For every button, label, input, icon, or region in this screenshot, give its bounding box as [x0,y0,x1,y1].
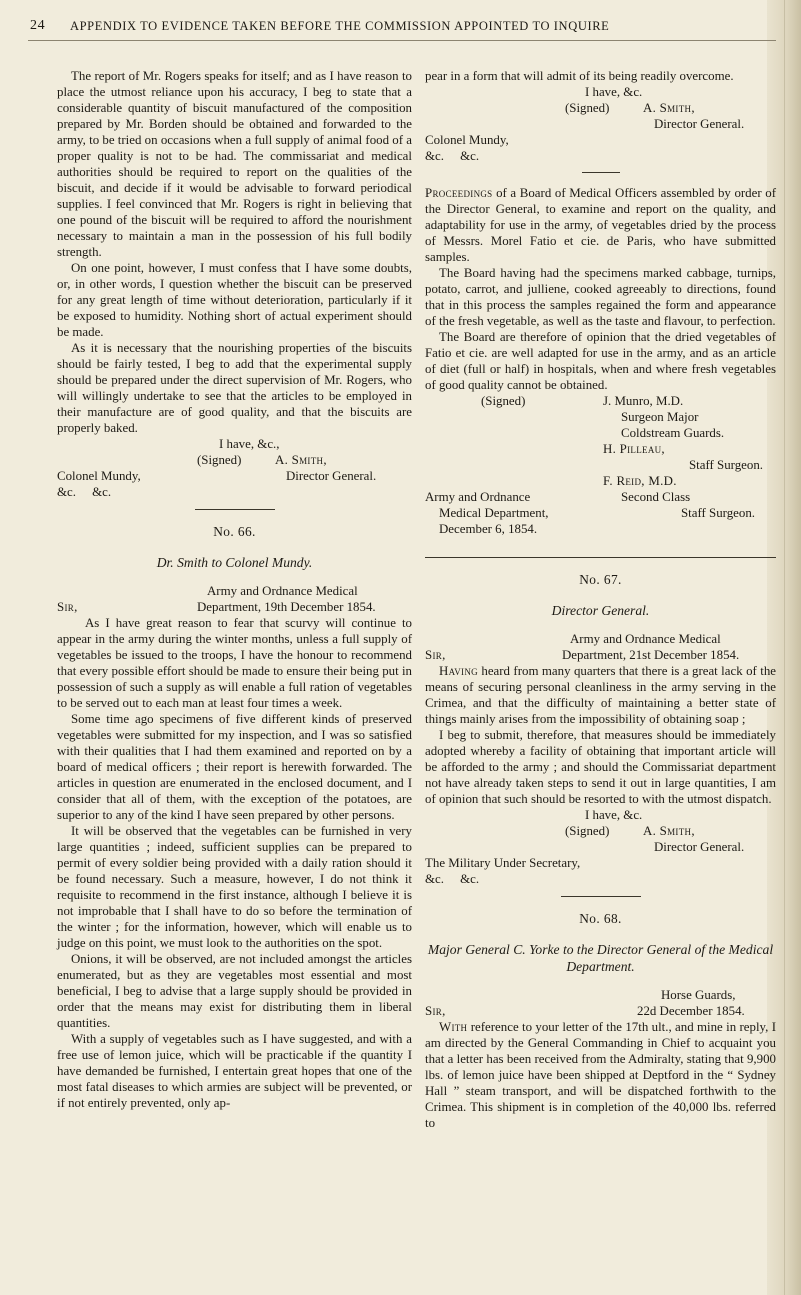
gutter-line [784,0,785,1295]
signature-line [425,489,776,505]
dateline [57,599,412,615]
signatory-title: Surgeon Major [621,410,699,424]
dateline [425,647,776,663]
signatory-name: A. Smith, [643,101,695,115]
signature-line [425,521,776,537]
section-rule [195,509,275,510]
paragraph: Some time ago specimens of five different kinds of preserved vegetables were submitted for my inspection, and I was so satisfied with their qualities that I had them examined and reported on by a board of medical officers ; their report is herewith forwarded. The articles in question are enumerated in the enclosed document, and I consider that all of them, with the exception of the potatoes, are superior to any of the kind I have seen prepared by other persons. [57,712,412,822]
organisation: Medical Department, [439,506,549,520]
document-number: No. 68. [579,911,622,926]
paragraph: The report of Mr. Rogers speaks for itself; and as I have reason to place the utmost reliance upon his accuracy, I beg to state that a considerable quantity of biscuit manufactured of the composition prepared by Mr. Borden should be obtained and forwarded to the army, to be tried on occasions when a full supply of animal food of a proper quality is not to be had. The commissariat and medical authorities should be required to report on the qualities of the biscuit, and decide if it would be advisable to forward periodical supplies. I feel convinced that Mr. Rogers is right in believing that one pound of the biscuit will be required to afford the nourishment necessary to maintain a man in the possession of his full bodily strength. [57,69,412,259]
signed-label: (Signed) [481,394,526,408]
etc: &c. &c. [57,485,112,499]
etc: &c. &c. [425,149,480,163]
dateline [425,1003,776,1019]
dateline [425,631,776,647]
lead-word: Proceedings [425,186,493,200]
signature-line [425,132,776,148]
dept-date: Department, 19th December 1854. [197,600,376,614]
signature-line [57,452,412,468]
closing: I have, &c., [219,437,280,451]
signatory-name: F. Reid, M.D. [603,474,677,488]
dept-line: Horse Guards, [661,988,736,1002]
signature-line [425,855,776,871]
signatory-title: Staff Surgeon. [681,506,756,520]
signature-line [425,473,776,489]
paragraph: Onions, it will be observed, are not included amongst the articles enumerated, but as they are vegetables most essential and most beneficial, I beg to advise that a large supply should be provided in order that the means may exist for distributing them in liberal quantities. [57,952,412,1030]
signatory-name: A. Smith, [643,824,695,838]
section-rule [425,557,776,558]
paragraph-text: reference to your letter of the 17th ult., and mine in reply, I am directed by the General Commanding in Chief to acquaint you that a letter has been received from the Admiralty, stating that 9,900 lbs. of lemon juice have been shipped at Deptford in the “ Sydney Hall ” steam transport, and will be dispatched forthwith to the Crimea. This shipment is in completion of the 40,000 lbs. referred to [425,1020,776,1130]
dateline [425,987,776,1003]
signature-line [425,425,776,441]
signature-line [425,409,776,425]
dateline [57,583,412,599]
paragraph [425,185,776,265]
section-rule [561,896,641,897]
paragraph: As I have great reason to fear that scurvy will continue to appear in the army during the winter months, unless a full supply of vegetables be issued to the troops, I have the honour to recommend that every possible effort should be made to ensure their being put in possession of such a supply as will enable a full ration of vegetables to be served out to each man at least four times a week. [57,616,412,710]
document-title: Major General C. Yorke to the Director General of the Medical Department. [427,942,774,974]
header-rule [28,40,776,41]
closing: I have, &c. [585,85,643,99]
paragraph: The Board are therefore of opinion that the dried vegetables of Fatio et cie. are well adapted for use in the army, and as an article of diet (full or half) in hospitals, when and where fresh vegetables of good quality cannot be obtained. [425,330,776,392]
signed-label: (Signed) [197,453,242,467]
signature-line [425,116,776,132]
signed-label: (Signed) [565,101,610,115]
addressee: The Military Under Secretary, [425,856,581,870]
signatory-title: Director General. [654,840,745,854]
dept-date: 22d December 1854. [637,1004,745,1018]
signature-line [57,468,412,484]
closing: I have, &c. [585,808,643,822]
salutation: Sir, [425,1004,446,1018]
paragraph: I beg to submit, therefore, that measures should be immediately adopted whereby a facility of obtaining that important article will be afforded to the army ; and should the Commissariat department not have already taken steps to send it out in large quantities, I am of opinion that such should be resorted to with the utmost dispatch. [425,728,776,806]
organisation: Army and Ordnance [425,490,531,504]
document-number: No. 66. [213,524,256,539]
paragraph: It will be observed that the vegetables can be furnished in very large quantities ; indeed, sufficient supplies can be prepared to permit of every soldier being provided with a daily ration should it be found necessary. Such a measure, however, I do not think it requisite to recommend in the first instance, although I believe it is not improbable that I shall have to do so before the termination of the winter ; for the information, however, which will enable us to judge on this point, we must look to the authorities on the spot. [57,824,412,950]
signature-line [425,457,776,473]
lead-word: With [439,1020,468,1034]
signature-line [425,807,776,823]
signatory-title: Staff Surgeon. [689,458,764,472]
signature-line [57,484,412,500]
signatory-name: J. Munro, M.D. [603,394,684,408]
paragraph-text: heard from many quarters that there is a great lack of the means of securing personal cleanliness in the army serving in the Crimea, and that the difficulty of maintaining a better state of things mainly arises from the impossibility of obtaining soap ; [425,664,776,726]
etc: &c. &c. [425,872,480,886]
left-column [57,68,412,1111]
paragraph: With a supply of vegetables such as I have suggested, and with a free use of lemon juice, which will be practicable if the quantity I have demanded be furnished, I entertain great hopes that one of the most fatal diseases to which armies are subject will be prevented, or if not entirely prevented, only ap- [57,1032,412,1110]
signatory-name: A. Smith, [275,453,327,467]
signatory-title: Second Class [621,490,691,504]
page-header [30,18,775,38]
signature-line [425,441,776,457]
signatory-title: Director General. [286,469,377,483]
addressee: Colonel Mundy, [57,469,141,483]
lead-word: Having [439,664,478,678]
date: December 6, 1854. [439,522,538,536]
section-rule [582,172,620,173]
signatory-name: H. Pilleau, [603,442,665,456]
signature-line [425,839,776,855]
right-column [425,68,776,1131]
paragraph: The Board having had the specimens marked cabbage, turnips, potato, carrot, and julliene, cooked agreeably to directions, found that in this process the samples regained the form and appearance of the fresh vegetable, as well as the taste and flavour, to perfection. [425,266,776,328]
signature-line [425,823,776,839]
signatory-title: Coldstream Guards. [621,426,725,440]
signature-line [425,871,776,887]
signature-line [425,148,776,164]
signature-line [425,100,776,116]
salutation: Sir, [425,648,446,662]
signature-line [425,84,776,100]
signatory-title: Director General. [654,117,745,131]
paragraph: As it is necessary that the nourishing properties of the biscuits should be fairly tested, I beg to add that the experimental supply should be prepared under the direct supervision of Mr. Rogers, who will willingly undertake to see that the articles to be employed in their manufacture are of good quality, and that the biscuits are properly baked. [57,341,412,435]
document-title: Director General. [551,603,650,618]
document-number: No. 67. [579,572,622,587]
paragraph [425,663,776,727]
salutation: Sir, [57,600,78,614]
signed-label: (Signed) [565,824,610,838]
document-title: Dr. Smith to Colonel Mundy. [156,555,313,570]
paragraph: pear in a form that will admit of its being readily overcome. [425,69,734,83]
signature-line [425,505,776,521]
addressee: Colonel Mundy, [425,133,509,147]
dept-line: Army and Ordnance Medical [207,584,358,598]
paragraph [425,1019,776,1131]
signature-line [57,436,412,452]
dept-date: Department, 21st December 1854. [562,648,740,662]
signature-line [425,393,776,409]
paragraph: On one point, however, I must confess that I have some doubts, or, in other words, I question whether the biscuit can be preserved for any great length of time without deterioration, particularly if it be exposed to humidity. Nothing short of actual experiment should be made. [57,261,412,339]
page-number: 24 [30,18,46,33]
running-title: APPENDIX TO EVIDENCE TAKEN BEFORE THE COMMISSION APPOINTED TO INQUIRE [70,19,610,33]
dept-line: Army and Ordnance Medical [570,632,721,646]
paragraph-text: of a Board of Medical Officers assembled by order of the Director General, to examine and report on the quality, and adaptability for use in the army, of vegetables dried by the process of Messrs. Morel Fatio et cie. de Paris, who have submitted samples. [425,186,776,264]
